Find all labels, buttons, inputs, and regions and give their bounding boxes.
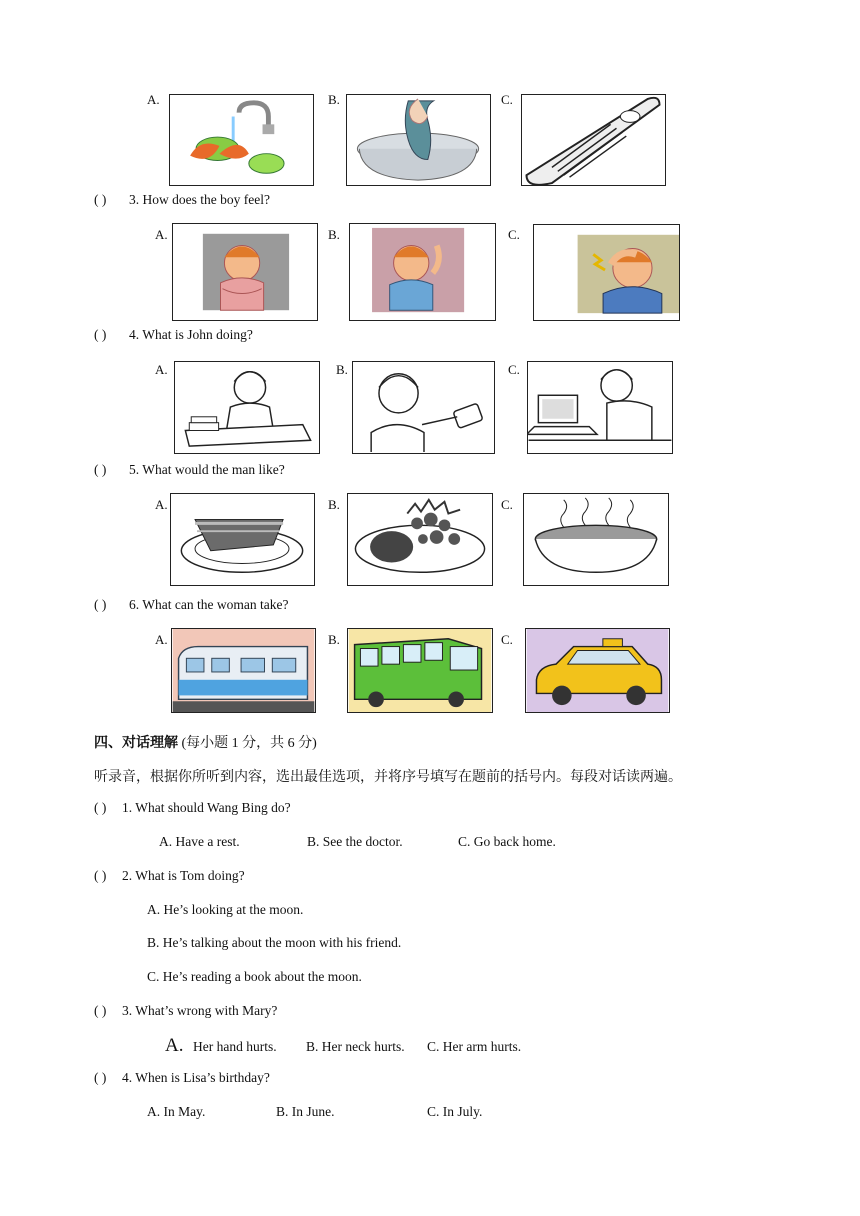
option-label-c: C. bbox=[501, 632, 513, 647]
option-label-b: B. bbox=[328, 632, 340, 647]
option-b[interactable]: B. He’s talking about the moon with his friend. bbox=[147, 935, 402, 950]
option-label-a: A. bbox=[155, 632, 168, 647]
sandwich-picture[interactable] bbox=[170, 493, 315, 586]
option-label-c: C. bbox=[501, 497, 513, 512]
boy-phone-picture[interactable] bbox=[352, 361, 495, 454]
soup-picture[interactable] bbox=[523, 493, 669, 586]
option-a-letter[interactable]: A. bbox=[165, 1035, 184, 1056]
question-text: 5. What would the man like? bbox=[129, 462, 285, 477]
boy-itchy-picture[interactable] bbox=[349, 223, 496, 321]
option-label-c: C. bbox=[501, 92, 513, 107]
boy-cold-picture[interactable] bbox=[172, 223, 318, 321]
boy-computer-picture[interactable] bbox=[527, 361, 673, 454]
question-text: 4. What is John doing? bbox=[129, 327, 253, 342]
section-title: 四、对话理解 bbox=[94, 736, 178, 751]
question-paren[interactable]: ( ) bbox=[94, 800, 107, 815]
option-label-b: B. bbox=[328, 497, 340, 512]
toothbrush-picture[interactable] bbox=[521, 94, 666, 186]
question-paren[interactable]: ( ) bbox=[94, 1070, 107, 1085]
option-a[interactable]: Her hand hurts. bbox=[193, 1039, 277, 1054]
option-a[interactable]: A. In May. bbox=[147, 1104, 206, 1119]
steak-salad-picture[interactable] bbox=[347, 493, 493, 586]
bus-picture[interactable] bbox=[347, 628, 493, 713]
boy-headache-picture[interactable] bbox=[533, 224, 680, 321]
question-paren[interactable]: ( ) bbox=[94, 462, 107, 477]
option-label-b: B. bbox=[336, 362, 348, 377]
washing-vegetables-picture[interactable] bbox=[169, 94, 314, 186]
option-b[interactable]: B. Her neck hurts. bbox=[306, 1039, 405, 1054]
boy-writing-picture[interactable] bbox=[174, 361, 320, 454]
question-text: 4. When is Lisa’s birthday? bbox=[122, 1070, 270, 1085]
option-c[interactable]: C. Her arm hurts. bbox=[427, 1039, 522, 1054]
option-a[interactable]: A. Have a rest. bbox=[159, 834, 240, 849]
option-label-a: A. bbox=[155, 227, 168, 242]
option-b[interactable]: B. See the doctor. bbox=[307, 834, 403, 849]
question-text: 3. What’s wrong with Mary? bbox=[122, 1003, 278, 1018]
section-score: (每小题 1 分，共 6 分) bbox=[181, 736, 317, 751]
question-paren[interactable]: ( ) bbox=[94, 597, 107, 612]
option-label-b: B. bbox=[328, 227, 340, 242]
option-label-b: B. bbox=[328, 92, 340, 107]
option-label-c: C. bbox=[508, 362, 520, 377]
question-text: 6. What can the woman take? bbox=[129, 597, 289, 612]
section-instruction: 听录音，根据你所听到内容，选出最佳选项，并将序号填写在题前的括号内。每段对话读两遍。 bbox=[94, 770, 682, 785]
option-label-c: C. bbox=[508, 227, 520, 242]
option-label-a: A. bbox=[155, 362, 168, 377]
question-paren[interactable]: ( ) bbox=[94, 327, 107, 342]
question-paren[interactable]: ( ) bbox=[94, 868, 107, 883]
subway-train-picture[interactable] bbox=[171, 628, 316, 713]
question-text: 3. How does the boy feel? bbox=[129, 192, 270, 207]
option-label-a: A. bbox=[155, 497, 168, 512]
taxi-picture[interactable] bbox=[525, 628, 670, 713]
section-heading bbox=[94, 732, 317, 752]
question-text: 1. What should Wang Bing do? bbox=[122, 800, 291, 815]
question-paren[interactable]: ( ) bbox=[94, 1003, 107, 1018]
option-b[interactable]: B. In June. bbox=[276, 1104, 335, 1119]
option-label-a: A. bbox=[147, 92, 160, 107]
washing-clothes-picture[interactable] bbox=[346, 94, 491, 186]
question-paren[interactable]: ( ) bbox=[94, 192, 107, 207]
option-c[interactable]: C. Go back home. bbox=[458, 834, 556, 849]
option-c[interactable]: C. In July. bbox=[427, 1104, 483, 1119]
question-text: 2. What is Tom doing? bbox=[122, 868, 245, 883]
option-c[interactable]: C. He’s reading a book about the moon. bbox=[147, 969, 362, 984]
option-a[interactable]: A. He’s looking at the moon. bbox=[147, 902, 304, 917]
